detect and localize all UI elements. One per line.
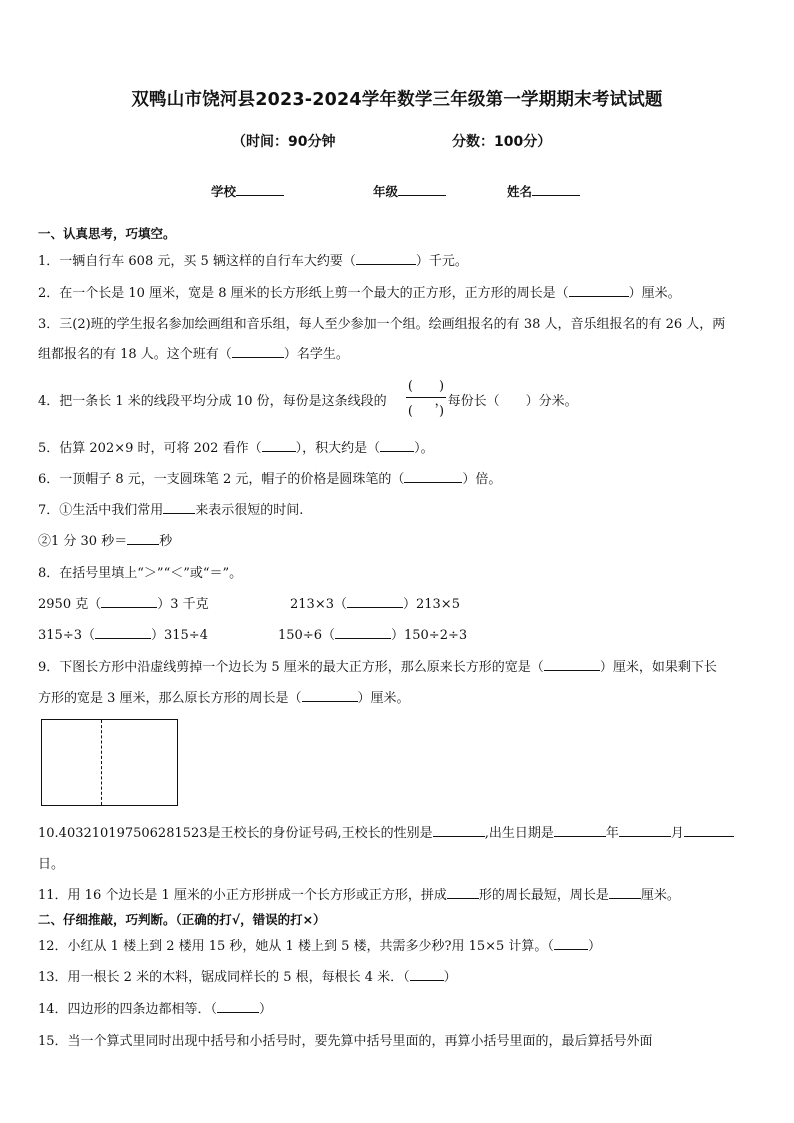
name-field[interactable]	[507, 182, 580, 200]
exam-title: 双鸭山市饶河县2023-2024学年数学三年级第一学期期末考试试题	[131, 90, 663, 110]
question-3-line-2: 组都报名的有 18 人。这个班有（ ）名学生。	[38, 347, 349, 362]
school-field[interactable]	[211, 182, 284, 200]
answer-blank[interactable]	[544, 658, 600, 671]
question-10-line-2: 日。	[38, 857, 65, 872]
question-15: 15．当一个算式里同时出现中括号和小括号时，要先算中括号里面的，再算小括号里面的，最后算括号外面	[38, 1034, 653, 1049]
answer-blank[interactable]	[609, 886, 641, 899]
answer-blank[interactable]	[554, 937, 588, 950]
answer-blank[interactable]	[447, 886, 479, 899]
question-9-line-2: 方形的宽是 3 厘米，那么原长方形的周长是（ ）厘米。	[38, 691, 410, 706]
question-10-line-1: 10.403210197506281523是王校长的身份证号码,王校长的性别是 ,出生日期是 年 月	[38, 822, 734, 841]
question-9-line-1: 9．下图长方形中沿虚线剪掉一个边长为 5 厘米的最大正方形，那么原来长方形的宽是（ ）厘米，如果剩下长	[38, 660, 717, 675]
answer-blank[interactable]	[232, 345, 284, 358]
answer-blank[interactable]	[684, 824, 734, 837]
exam-time: （时间：90分钟	[232, 134, 336, 150]
fraction-blank[interactable]	[404, 375, 448, 421]
question-8-item-4: 150÷6（ ）150÷2÷3	[278, 628, 468, 643]
question-14: 14．四边形的四条边都相等．（ ）	[38, 1002, 273, 1017]
answer-blank[interactable]	[356, 252, 416, 265]
answer-blank[interactable]	[302, 689, 358, 702]
answer-blank[interactable]	[101, 595, 157, 608]
question-7-part-2: ②1 分 30 秒＝ 秒	[38, 534, 173, 549]
question-1: 1．一辆自行车 608 元，买 5 辆这样的自行车大约要（ ）千元。	[38, 254, 468, 269]
answer-blank[interactable]	[554, 824, 606, 837]
dashed-cut-line	[101, 720, 102, 805]
question-8-item-2: 213×3（ ）213×5	[290, 597, 460, 612]
fraction-denominator[interactable]: ( )	[407, 404, 445, 419]
question-6: 6．一顶帽子 8 元，一支圆珠笔 2 元，帽子的价格是圆珠笔的（ ）倍。	[38, 472, 502, 487]
answer-blank[interactable]	[347, 595, 403, 608]
question-8-item-1: 2950 克（ ）3 千克	[38, 597, 209, 612]
name-label: 姓名	[507, 184, 533, 199]
question-3-line-1: 3．三(2)班的学生报名参加绘画组和音乐组，每人至少参加一个组。绘画组报名的有 38 人，音乐组报名的有 26 人，两	[38, 317, 726, 332]
question-8-item-3: 315÷3（ ）315÷4	[38, 628, 208, 643]
rectangle-figure	[41, 719, 178, 806]
question-2: 2．在一个长是 10 厘米，宽是 8 厘米的长方形纸上剪一个最大的正方形，正方形的周长是（ ）厘米。	[38, 286, 681, 301]
exam-score: 分数：100分）	[452, 134, 552, 150]
school-label: 学校	[211, 184, 237, 199]
grade-label: 年级	[373, 184, 399, 199]
name-blank[interactable]	[532, 183, 580, 196]
answer-blank[interactable]	[335, 626, 391, 639]
answer-blank[interactable]	[127, 532, 159, 545]
question-8: 8．在括号里填上“＞”“＜”或“＝”。	[38, 566, 243, 581]
answer-blank[interactable]	[569, 284, 629, 297]
question-4: 4．把一条长 1 米的线段平均分成 10 份，每份是这条线段的 ，每份长（ ）分米。	[38, 394, 578, 409]
grade-blank[interactable]	[398, 183, 446, 196]
fraction-numerator[interactable]: ( )	[407, 379, 445, 394]
section-2-heading: 二、仔细推敲，巧判断。（正确的打√，错误的打×）	[38, 912, 326, 927]
school-blank[interactable]	[236, 183, 284, 196]
grade-field[interactable]	[373, 182, 446, 200]
question-7-part-1: 7．①生活中我们常用 来表示很短的时间.	[38, 503, 304, 518]
answer-blank[interactable]	[95, 626, 151, 639]
section-1-heading: 一、认真思考，巧填空。	[38, 226, 176, 241]
answer-blank[interactable]	[262, 439, 296, 452]
question-12: 12．小红从 1 楼上到 2 楼用 15 秒，她从 1 楼上到 5 楼，共需多少秒?用 15×5 计算。（ ）	[38, 939, 601, 954]
answer-blank[interactable]	[433, 824, 485, 837]
answer-blank[interactable]	[217, 1000, 259, 1013]
answer-blank[interactable]	[410, 968, 444, 981]
answer-blank[interactable]	[380, 439, 414, 452]
question-13: 13．用一根长 2 米的木料，锯成同样长的 5 根，每根长 4 米．（ ）	[38, 970, 457, 985]
question-5: 5．估算 202×9 时，可将 202 看作（ ），积大约是（ ）。	[38, 441, 434, 456]
answer-blank[interactable]	[619, 824, 671, 837]
answer-blank[interactable]	[163, 501, 195, 514]
question-11: 11．用 16 个边长是 1 厘米的小正方形拼成一个长方形或正方形，拼成 形的周长最短，周长是 厘米。	[38, 888, 680, 903]
fraction-bar	[406, 397, 446, 398]
answer-blank[interactable]	[404, 470, 462, 483]
